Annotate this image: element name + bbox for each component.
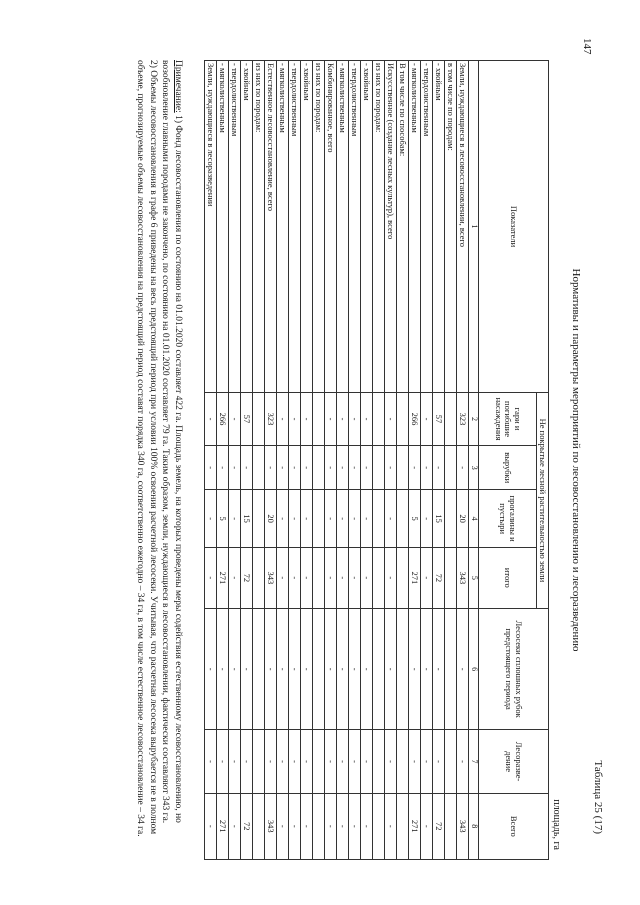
table-body	[205, 61, 479, 860]
table-cell: -	[457, 446, 469, 490]
table-cell: -	[409, 608, 421, 730]
row-label: Комбинированное, всего	[325, 61, 337, 393]
row-label: - хвойным	[361, 61, 373, 393]
table-cell: -	[289, 793, 301, 859]
table-cell	[373, 547, 385, 608]
table-cell: -	[241, 446, 253, 490]
table-cell: -	[229, 446, 241, 490]
table-row	[313, 61, 325, 860]
table-cell	[313, 793, 325, 859]
table-cell: -	[217, 608, 229, 730]
table-cell: -	[301, 547, 313, 608]
table-cell: -	[409, 730, 421, 793]
page-number: 147	[581, 38, 593, 55]
table-cell	[313, 490, 325, 548]
table-cell: -	[205, 393, 217, 446]
table-cell: 72	[241, 793, 253, 859]
table-cell: -	[289, 393, 301, 446]
table-cell	[373, 393, 385, 446]
row-label: Естественное лесовосстановление, всего	[265, 61, 277, 393]
table-cell	[373, 608, 385, 730]
table-row	[361, 61, 373, 860]
table-cell: -	[361, 393, 373, 446]
table-cell	[253, 608, 265, 730]
table-cell: -	[301, 393, 313, 446]
table-cell: -	[337, 730, 349, 793]
table-cell: -	[349, 393, 361, 446]
table-cell: 343	[265, 547, 277, 608]
table-cell: -	[421, 608, 433, 730]
table-cell	[397, 393, 409, 446]
table-cell	[253, 730, 265, 793]
table-cell: 271	[409, 547, 421, 608]
row-label: в том числе по породам:	[445, 61, 457, 393]
table-cell: -	[301, 608, 313, 730]
table-cell: -	[385, 446, 397, 490]
table-cell	[253, 547, 265, 608]
table-cell: -	[421, 446, 433, 490]
column-number-row	[469, 61, 479, 860]
row-label: - хвойным	[301, 61, 313, 393]
table-cell: -	[337, 490, 349, 548]
table-cell: -	[325, 446, 337, 490]
table-cell: -	[229, 793, 241, 859]
table-cell	[313, 730, 325, 793]
table-cell: 20	[457, 490, 469, 548]
table-cell: 323	[457, 393, 469, 446]
table-cell: -	[289, 490, 301, 548]
header-future-cuts: Лесосеки сплошных рубок предстоящего периода	[479, 608, 549, 730]
table-cell: -	[229, 608, 241, 730]
header-total: Всего	[479, 793, 549, 859]
table-cell: 57	[433, 393, 445, 446]
table-row	[337, 61, 349, 860]
row-label: из них по породам:	[373, 61, 385, 393]
table-cell: -	[385, 793, 397, 859]
table-cell	[397, 490, 409, 548]
table-cell: 15	[241, 490, 253, 548]
table-cell: 323	[265, 393, 277, 446]
row-label: из них по породам:	[313, 61, 325, 393]
table-cell: -	[349, 608, 361, 730]
column-number: 2	[469, 393, 479, 446]
table-cell: 57	[241, 393, 253, 446]
table-cell: -	[421, 793, 433, 859]
table-row	[241, 61, 253, 860]
table-cell: -	[277, 393, 289, 446]
table-cell	[313, 446, 325, 490]
table-cell: -	[277, 446, 289, 490]
table-cell: -	[325, 490, 337, 548]
row-label: - твердолиственным	[229, 61, 241, 393]
table-cell	[253, 490, 265, 548]
row-label: - твердолиственным	[421, 61, 433, 393]
table-cell	[253, 793, 265, 859]
header-unforested-group: Не покрытые лесной растительностью земли	[537, 393, 549, 609]
table-cell: -	[337, 393, 349, 446]
table-cell: -	[325, 393, 337, 446]
table-cell: -	[205, 547, 217, 608]
table-cell: -	[205, 490, 217, 548]
table-cell: -	[289, 608, 301, 730]
note-2: 2) Объемы лесовосстановления в графе 6 приведены на весь предстоящий период при условии 100% освоения расчетной лесосеки. Учитывая, что расчетная лесосека вырубается не в полном объеме, прогнозируемые объемы лесовосстановления на предстоящий период составят порядка 340 га, соответственно ежегодно – 34 га, в том числе естественное лесовосстановление – 34 га.	[135, 60, 158, 837]
unit-label: площадь, га	[551, 799, 562, 850]
table-row	[253, 61, 265, 860]
row-label: - мягколиственным	[217, 61, 229, 393]
table-cell: -	[349, 490, 361, 548]
table-cell	[373, 490, 385, 548]
table-row	[385, 61, 397, 860]
table-cell: -	[205, 446, 217, 490]
table-number: Таблица 25 (17)	[592, 760, 604, 834]
table-cell	[253, 393, 265, 446]
table-cell: -	[349, 793, 361, 859]
table-cell: -	[229, 547, 241, 608]
note-lead: Примечание:	[173, 60, 183, 113]
table-cell: -	[325, 608, 337, 730]
column-number: 3	[469, 446, 479, 490]
row-label: - хвойным	[241, 61, 253, 393]
table-cell: -	[385, 490, 397, 548]
table-cell: -	[301, 446, 313, 490]
table-cell: -	[385, 730, 397, 793]
table-cell: 266	[217, 393, 229, 446]
table-cell: -	[241, 730, 253, 793]
table-cell: 72	[433, 547, 445, 608]
table-cell: -	[421, 393, 433, 446]
table-cell: -	[457, 608, 469, 730]
table-row	[301, 61, 313, 860]
column-number: 6	[469, 608, 479, 730]
table-row	[217, 61, 229, 860]
table-cell: -	[349, 547, 361, 608]
table-cell: -	[433, 730, 445, 793]
table-row	[457, 61, 469, 860]
table-cell: -	[385, 608, 397, 730]
table-cell	[397, 608, 409, 730]
table-row	[421, 61, 433, 860]
table-cell: -	[385, 393, 397, 446]
table-cell: -	[229, 730, 241, 793]
table-row	[277, 61, 289, 860]
table-cell: -	[421, 547, 433, 608]
table-cell: -	[217, 730, 229, 793]
table-cell: -	[361, 793, 373, 859]
table-cell: 72	[433, 793, 445, 859]
table-cell: 271	[217, 793, 229, 859]
column-number: 4	[469, 490, 479, 548]
table-cell: -	[433, 608, 445, 730]
row-label: - твердолиственным	[349, 61, 361, 393]
table-cell: -	[361, 547, 373, 608]
table-row	[349, 61, 361, 860]
table-cell	[445, 490, 457, 548]
table-cell	[445, 393, 457, 446]
table-cell: -	[433, 446, 445, 490]
row-label: - твердолиственным	[289, 61, 301, 393]
note-1-text: 1) Фонд лесовосстановления по состоянию на 01.01.2020 составляет 422 га. Площадь земель, на которых проведены меры содействия естественному лесовосстановлению, но возобновление главными породами не закончено, по состоянию на 01.01.2020 составляет 79 га. Таким образом, земли, нуждающиеся в лесовосстановлении, фактически составляют 343 га.	[160, 60, 183, 824]
table-cell	[313, 608, 325, 730]
table-cell: -	[361, 446, 373, 490]
header-indicators: Показатели	[479, 61, 549, 393]
table-cell: -	[349, 446, 361, 490]
header-afforestation: Лесоразве-дение	[479, 730, 549, 793]
table-cell: 343	[457, 793, 469, 859]
table-cell: -	[229, 490, 241, 548]
table-cell	[373, 793, 385, 859]
table-cell: -	[241, 608, 253, 730]
table-cell: -	[277, 793, 289, 859]
measures-table	[204, 60, 549, 860]
table-cell	[373, 446, 385, 490]
table-cell: -	[301, 490, 313, 548]
column-number: 5	[469, 547, 479, 608]
table-cell: -	[385, 547, 397, 608]
table-cell: 343	[457, 547, 469, 608]
row-label: Земли, нуждающиеся в лесоразведении	[205, 61, 217, 393]
table-cell: 271	[409, 793, 421, 859]
table-cell: -	[325, 730, 337, 793]
table-cell	[445, 730, 457, 793]
table-cell: -	[289, 547, 301, 608]
table-cell	[397, 446, 409, 490]
column-number: 7	[469, 730, 479, 793]
table-cell	[397, 547, 409, 608]
table-cell: -	[205, 793, 217, 859]
table-cell: -	[289, 446, 301, 490]
table-cell: 5	[409, 490, 421, 548]
row-label: - мягколиственным	[409, 61, 421, 393]
table-cell: 5	[217, 490, 229, 548]
table-row	[433, 61, 445, 860]
table-cell: -	[229, 393, 241, 446]
table-cell: -	[301, 793, 313, 859]
column-number: 1	[469, 61, 479, 393]
table-cell: 20	[265, 490, 277, 548]
notes	[134, 60, 184, 860]
table-cell: 266	[409, 393, 421, 446]
table-cell: -	[301, 730, 313, 793]
table-cell: -	[409, 446, 421, 490]
table-cell: -	[361, 608, 373, 730]
table-cell: -	[457, 730, 469, 793]
table-cell: -	[421, 490, 433, 548]
table-row	[229, 61, 241, 860]
table-row	[409, 61, 421, 860]
table-cell: -	[361, 490, 373, 548]
row-label: - мягколиственным	[337, 61, 349, 393]
header-gaps: прогалины и пустыри	[479, 490, 537, 548]
row-label: - хвойным	[433, 61, 445, 393]
table-cell: -	[205, 730, 217, 793]
table-cell: -	[265, 446, 277, 490]
table-cell	[397, 793, 409, 859]
table-title: Нормативы и параметры мероприятий по лесовосстановлению и лесоразведению	[570, 268, 582, 652]
table-cell: -	[277, 608, 289, 730]
table-cell	[253, 446, 265, 490]
table-cell: -	[289, 730, 301, 793]
table-row	[445, 61, 457, 860]
table-cell: -	[265, 730, 277, 793]
table-cell: -	[277, 730, 289, 793]
table-cell: -	[337, 547, 349, 608]
table-cell: -	[217, 446, 229, 490]
table-cell	[445, 793, 457, 859]
row-label: Искусственное (создание лесных культур), всего	[385, 61, 397, 393]
table-cell: -	[325, 547, 337, 608]
table-cell	[445, 446, 457, 490]
header-burned: гари и погибшие насаждения	[479, 393, 537, 446]
row-label: из них по породам:	[253, 61, 265, 393]
row-label: В том числе по способам:	[397, 61, 409, 393]
table-cell: -	[361, 730, 373, 793]
table-cell: -	[277, 547, 289, 608]
table-cell: -	[349, 730, 361, 793]
table-cell: 343	[265, 793, 277, 859]
row-label: - мягколиственным	[277, 61, 289, 393]
table-cell: -	[337, 793, 349, 859]
table-cell: 72	[241, 547, 253, 608]
table-row	[325, 61, 337, 860]
row-label: Земли, нуждающиеся в лесовосстановлении, всего	[457, 61, 469, 393]
column-number: 8	[469, 793, 479, 859]
table-cell: -	[337, 608, 349, 730]
table-row	[265, 61, 277, 860]
table-cell: -	[205, 608, 217, 730]
note-1	[159, 60, 184, 860]
table-cell: -	[337, 446, 349, 490]
header-total-unforested: итого	[479, 547, 537, 608]
header-clearcuts: вырубки	[479, 446, 537, 490]
table-cell: -	[265, 608, 277, 730]
table-cell: -	[421, 730, 433, 793]
table-row	[289, 61, 301, 860]
table-cell	[313, 547, 325, 608]
table-cell: 271	[217, 547, 229, 608]
table-cell: 15	[433, 490, 445, 548]
table-cell: -	[277, 490, 289, 548]
table-row	[373, 61, 385, 860]
table-cell: -	[325, 793, 337, 859]
rotated-page-content	[42, 60, 612, 860]
table-row	[205, 61, 217, 860]
table-cell	[397, 730, 409, 793]
table-cell	[313, 393, 325, 446]
table-cell	[445, 608, 457, 730]
table-cell	[445, 547, 457, 608]
table-row	[397, 61, 409, 860]
table-cell	[373, 730, 385, 793]
